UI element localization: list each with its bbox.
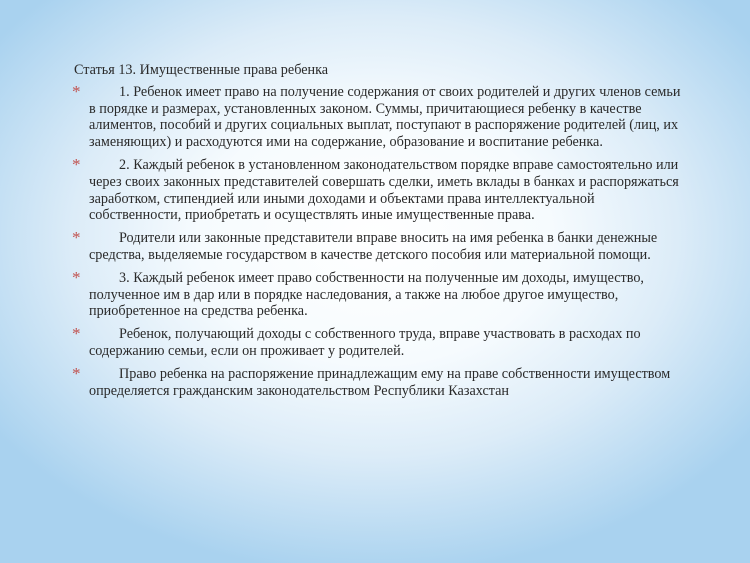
bullet-icon: * bbox=[72, 363, 81, 383]
item-text: 2. Каждый ребенок в установленном законодательством порядке вправе самостоятельно или через своих законных представителей совершать сделки, иметь вклады в банках и распоряжаться заработком, стипендией или иными доходами и объектами права интеллектуальной собственности, приобретать и осуществлять иные имущественные права. bbox=[89, 156, 679, 224]
article-title: Статья 13. Имущественные права ребенка bbox=[74, 62, 329, 78]
bullet-icon: * bbox=[72, 228, 81, 248]
list-item bbox=[74, 326, 684, 360]
list-item bbox=[72, 363, 684, 400]
list-item bbox=[74, 230, 684, 264]
bullet-icon: * bbox=[72, 81, 81, 101]
bullet-icon: * bbox=[72, 267, 81, 287]
slide-content bbox=[74, 62, 684, 405]
item-text: 1. Ребенок имеет право на получение содержания от своих родителей и других членов семьи в порядке и размерах, установленных законом. Суммы, причитающиеся ребенку в качестве алиментов, пособий и других социальных выплат, поступают в распоряжение родителей (лиц, их заменяющих) и расходуются ими на содержание, образование и воспитание ребенка. bbox=[89, 83, 681, 151]
item-text: Ребенок, получающий доходы с собственного труда, вправе участвовать в расходах по содержанию семьи, если он проживает у родителей. bbox=[89, 326, 641, 359]
bullet-icon: * bbox=[72, 154, 81, 174]
item-text: 3. Каждый ребенок имеет право собственности на полученные им доходы, имущество, полученное им в дар или в порядке наследования, а также на любое другое имущество, приобретенное на средства ребенка. bbox=[89, 269, 644, 320]
bullet-icon: * bbox=[72, 324, 81, 344]
item-text: Родители или законные представители вправе вносить на имя ребенка в банки денежные средства, выделяемые государством в качестве детского пособия или материальной помощи. bbox=[89, 230, 658, 263]
item-text: Право ребенка на распоряжение принадлежащим ему на праве собственности имуществом определяется гражданским законодательством Республики Казахстан bbox=[89, 365, 671, 399]
article-items-list bbox=[72, 81, 684, 400]
list-item bbox=[72, 154, 684, 224]
list-item bbox=[72, 267, 684, 320]
list-item bbox=[72, 81, 684, 151]
